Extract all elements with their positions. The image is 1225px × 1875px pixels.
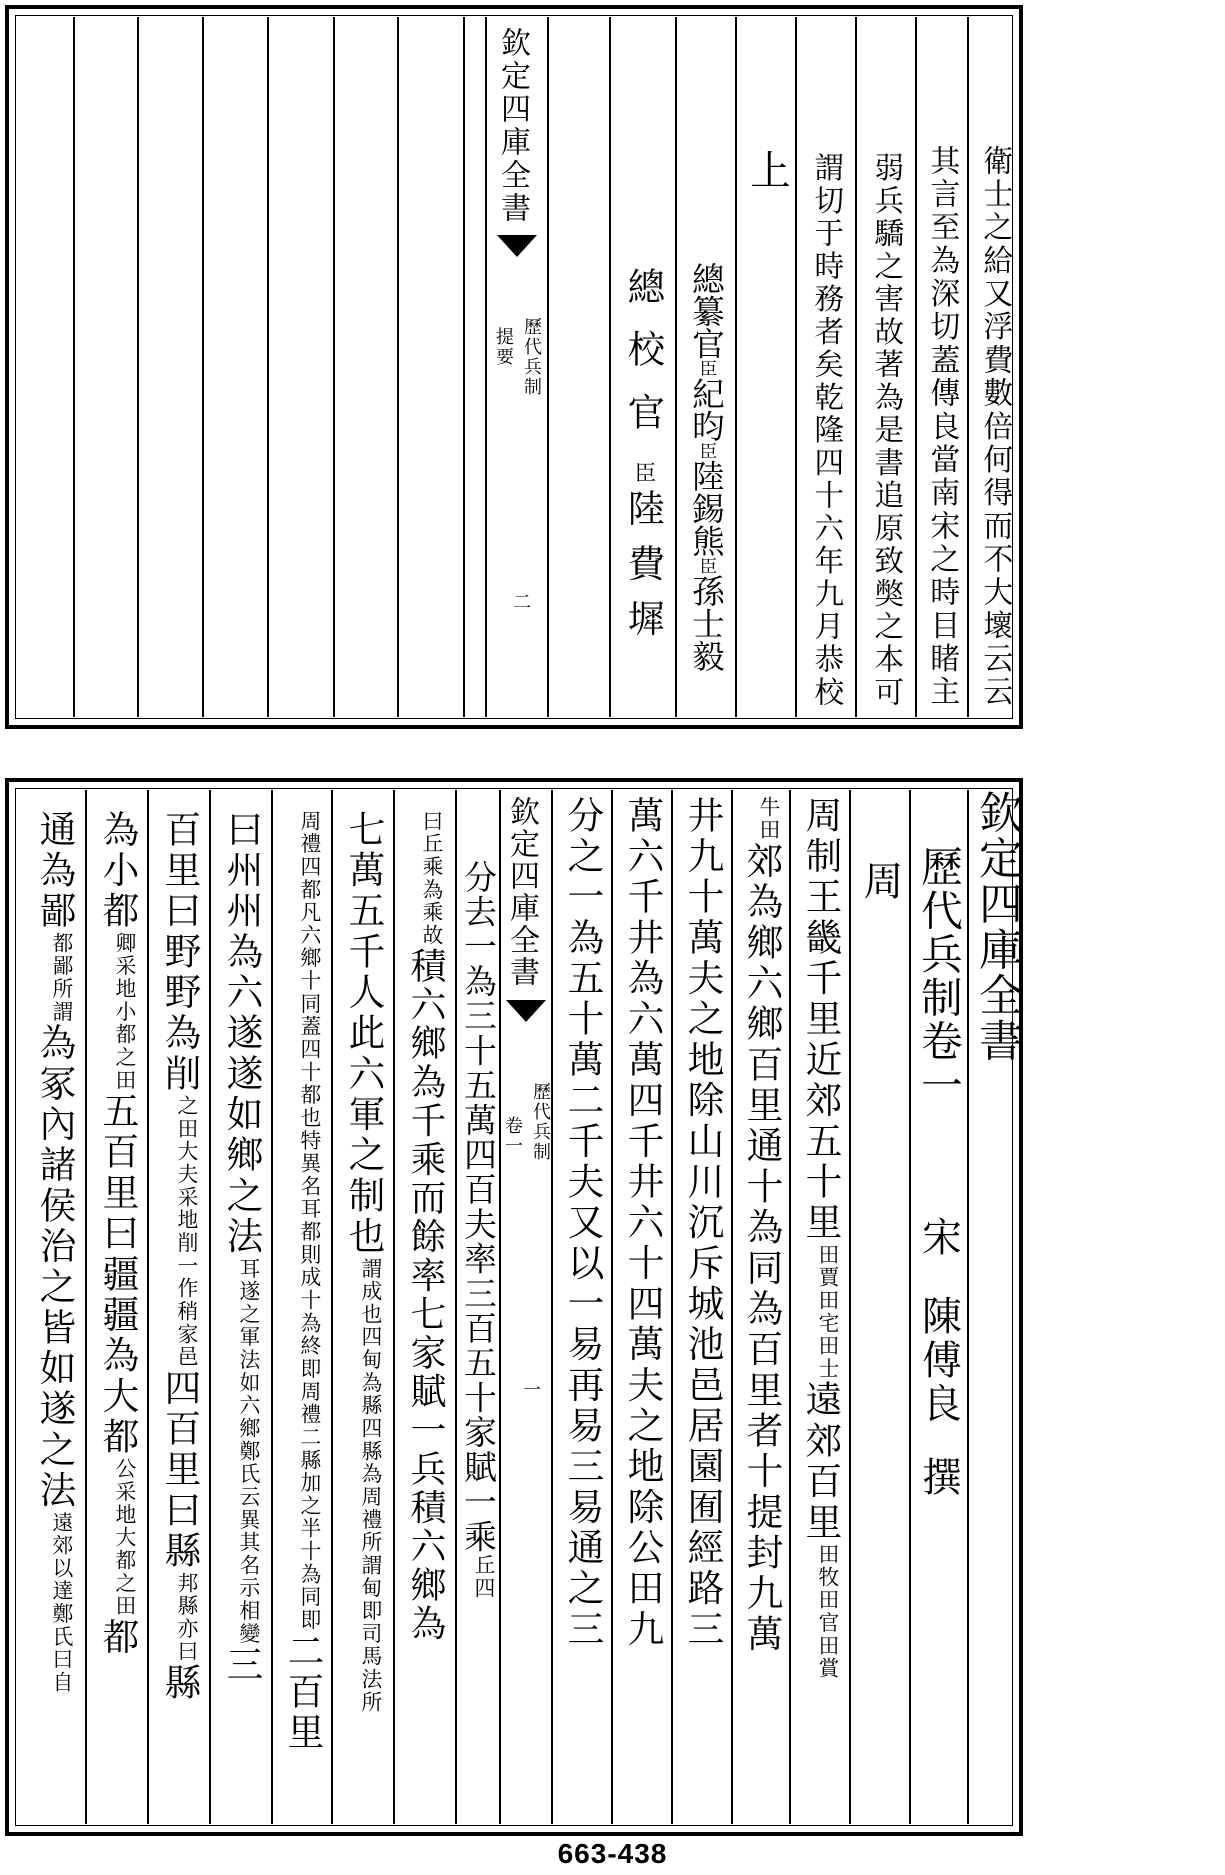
top-center-band <box>487 17 547 717</box>
top-text-column-2: 其言至為深切蓋傳良當南宋之時目睹主 <box>924 145 960 709</box>
top-header-folio: 二 <box>510 592 531 612</box>
bottom-text-column-6: 分去一為三十五萬四百夫率三百五十家賦一乘 四 丘 <box>458 860 498 1600</box>
bottom-header-section: 歷代兵制 <box>530 1082 551 1162</box>
proofreader-role: 總校官 <box>620 267 665 456</box>
dynasty-column <box>851 790 909 1824</box>
proofreader-name: 陸費墀 <box>620 488 665 654</box>
fishtail-mark <box>497 235 537 257</box>
bottom-text-column-3: 井九十萬夫之地除山川沉斥城池邑居園囿經路三 <box>680 796 724 1651</box>
fishtail-mark-bottom <box>506 1000 546 1022</box>
bottom-text-column-1: 周制王畿千里近郊五十里 宅田士 田賈田 遠郊百里 官田賞 田牧田 <box>798 796 842 1681</box>
bottom-center-band <box>501 790 551 1824</box>
bottom-header-juan: 卷一 <box>502 1116 523 1156</box>
top-text-column-4: 謂切于時務者矣乾隆四十六年九月恭校 <box>808 152 844 709</box>
top-page <box>5 5 1023 729</box>
bottom-text-column-13: 通為鄙 所謂 都鄙 為冢內諸侯治之皆如遂之法 鄭氏曰自 遠郊以達 <box>32 810 76 1694</box>
top-text-column-5: 上 <box>742 149 791 194</box>
bottom-text-column-10: 曰州州為六遂遂如鄉之法 鄭氏云異其名示相變 耳遂之軍法如六鄉 三 <box>219 810 263 1687</box>
proofreader-column <box>611 17 675 717</box>
chapter-title: 歷代兵制卷一 <box>915 845 964 1107</box>
compiler-title-1: 臣 <box>696 359 717 377</box>
dynasty-heading: 周 <box>856 860 903 900</box>
bottom-text-column-5: 分之一為五十萬二千夫又以一易再易三易通之三 <box>560 796 604 1651</box>
compilers-role: 總纂官 <box>686 262 726 360</box>
top-header-section: 歷代兵制 <box>521 317 542 397</box>
bottom-text-column-8: 七萬五千人此六軍之制也 周禮所謂甸即司馬法所 謂成也四甸為縣四縣為 <box>341 810 385 1714</box>
bottom-text-column-12: 為小都 小都之田 卿采地 五百里曰疆疆為大都 大都之田 公采地 都 <box>95 810 139 1659</box>
top-header-title: 欽定四庫全書 <box>495 27 530 225</box>
top-text-column-3: 弱兵驕之害故著為是書追原致獘之本可 <box>868 152 904 709</box>
compiler-name-2: 陸錫熊 <box>686 459 726 557</box>
bottom-header-title: 欽定四庫全書 <box>504 796 539 988</box>
compiler-title-3: 臣 <box>696 556 717 575</box>
author-dynasty: 宋 <box>915 1215 962 1256</box>
top-header-sub: 提要 <box>493 327 514 367</box>
page-number: 663-438 <box>557 1838 668 1869</box>
compiler-title-2: 臣 <box>696 441 717 460</box>
bottom-text-column-7: 為乘故 曰丘乘 積六鄉為千乘而餘率七家賦一兵積六鄉為 <box>405 810 446 1644</box>
book-heading: 欽定四庫全書 <box>971 790 1022 1064</box>
top-text-column-1: 衛士之給又浮費數倍何得而不大壞云云 <box>977 145 1013 709</box>
author-name: 陳傅良 <box>915 1295 962 1427</box>
bottom-page <box>5 778 1023 1836</box>
title-column <box>911 790 967 1824</box>
proofreader-title: 臣 <box>630 461 656 484</box>
bottom-text-column-11: 百里曰野野為削 削一作稍家邑 之田大夫采地 四百里曰縣 亦曰 邦縣 縣 <box>157 810 201 1704</box>
bottom-header-folio: 一 <box>520 1380 541 1400</box>
compiler-name-3: 孫士毅 <box>686 574 726 672</box>
book-heading-column <box>969 790 1023 1824</box>
compiler-name-1: 紀昀 <box>686 376 726 442</box>
bottom-text-column-2: 牛田 郊為鄉六鄉百里通十為同為百里者十提封九萬 <box>739 796 783 1656</box>
bottom-text-column-4: 萬六千井為六萬四千井六十四萬夫之地除公田九 <box>620 796 664 1651</box>
compilers-column <box>677 17 735 717</box>
bottom-text-column-9: 都則成十為終即周禮二縣加之半十為同即 周禮四都凡六鄉十同蓋四十都也特異名耳 二百里 <box>280 810 324 1754</box>
author-role: 撰 <box>915 1455 962 1496</box>
